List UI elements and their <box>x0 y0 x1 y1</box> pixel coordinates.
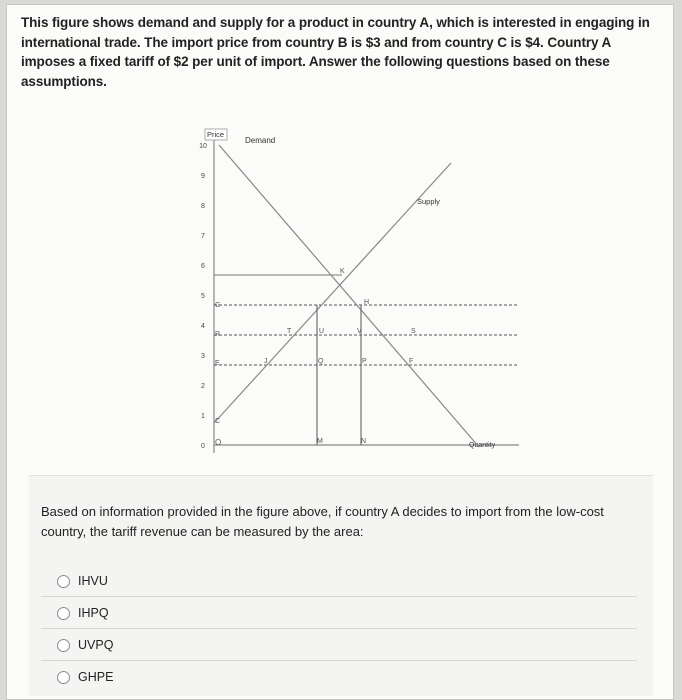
prompt-text: Based on information provided in the figure above, if country A decides to import from the low-cost country, the tariff revenue can be measured by the area: <box>41 504 604 539</box>
point-label-j: J <box>264 358 268 365</box>
point-label-h: H <box>364 299 370 306</box>
price-axis-label: Price <box>207 130 225 139</box>
point-label-u: U <box>319 328 325 335</box>
answer-panel <box>29 475 653 696</box>
option-label: UVPQ <box>78 638 114 652</box>
question-text: This figure shows demand and supply for a product in country A, which is interested in engaging in international trade. The import price from country B is $3 and from country C is $4. Country A imposes a fixed tariff of $2 per unit of import. Answer the following questions based on these assumptions. <box>21 15 650 89</box>
option-c[interactable] <box>41 630 637 661</box>
y-tick-label: 9 <box>201 173 205 180</box>
question-card <box>6 4 674 700</box>
option-label: GHPE <box>78 670 114 684</box>
radio-button[interactable] <box>57 639 70 652</box>
radio-button[interactable] <box>57 671 70 684</box>
y-tick-label: 3 <box>201 353 205 360</box>
point-label-k: K <box>340 268 345 275</box>
option-d[interactable] <box>41 662 637 692</box>
y-tick-label: 5 <box>201 293 205 300</box>
point-label-m: M <box>317 438 323 445</box>
y-tick-label: 6 <box>201 263 205 270</box>
demand-label: Demand <box>245 136 276 145</box>
point-label-n: N <box>361 438 367 445</box>
y-tick-label: 4 <box>201 323 205 330</box>
point-label-r: R <box>215 331 221 338</box>
y-tick-label: 2 <box>201 383 205 390</box>
y-tick-label: 0 <box>201 443 205 450</box>
point-label-s: S <box>411 328 416 335</box>
point-label-o: O <box>215 438 222 447</box>
point-label-t: T <box>287 328 292 335</box>
point-label-q: Q <box>318 358 324 365</box>
point-label-e: E <box>215 360 220 367</box>
option-label: IHPQ <box>78 606 109 620</box>
y-tick-label: 1 <box>201 413 205 420</box>
option-b[interactable] <box>41 598 637 629</box>
y-tick-label: 10 <box>199 143 207 150</box>
y-tick-label: 8 <box>201 203 205 210</box>
supply-curve <box>214 163 451 423</box>
y-tick-labels <box>199 143 207 450</box>
supply-demand-figure <box>179 123 539 463</box>
supply-label: Supply <box>417 197 440 206</box>
radio-button[interactable] <box>57 607 70 620</box>
option-a[interactable] <box>41 566 637 597</box>
y-tick-label: 7 <box>201 233 205 240</box>
quantity-axis-label: Quantity <box>469 442 496 449</box>
point-label-v: V <box>357 328 362 335</box>
point-label-c: C <box>215 418 221 425</box>
point-label-p: P <box>362 358 367 365</box>
point-label-f: F <box>409 358 414 365</box>
radio-button[interactable] <box>57 575 70 588</box>
option-label: IHVU <box>78 574 108 588</box>
demand-curve <box>219 145 479 447</box>
point-label-g: G <box>215 302 221 309</box>
